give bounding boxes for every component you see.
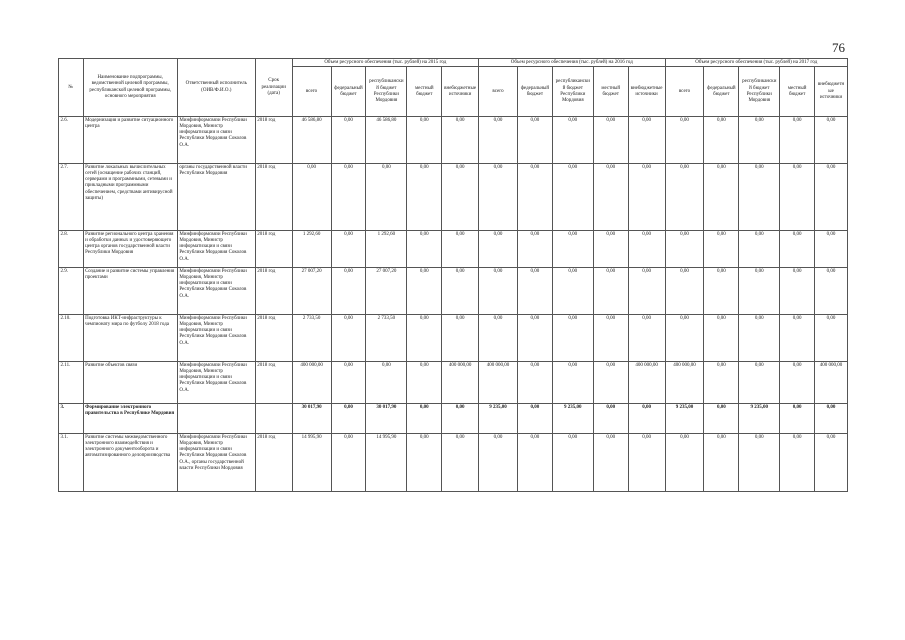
row-value: 0,00: [704, 268, 739, 315]
row-value: 0,00: [331, 268, 366, 315]
row-value: 0,00: [628, 268, 665, 315]
header-sub-cell: республиканский бюджет Республики Мордовия: [366, 67, 407, 117]
row-term: 2018 год: [255, 117, 292, 164]
row-value: 0,00: [407, 117, 442, 164]
header-sub-cell: внебюджетные источники: [815, 67, 848, 117]
row-value: 0,00: [593, 434, 628, 492]
row-value: 0,00: [407, 315, 442, 362]
row-value: 0,00: [552, 117, 593, 164]
row-value: 27 007,20: [366, 268, 407, 315]
header-sub-cell: федеральный бюджет: [331, 67, 366, 117]
row-value: 0,00: [552, 315, 593, 362]
table-row: [59, 117, 848, 164]
row-value: 0,00: [665, 315, 704, 362]
row-value: 0,00: [552, 434, 593, 492]
row-executor: Минфинформсвязи Республики Мордовия, Министр информатизации и связи Республики Мордовия Соколов О.А., органы государственной власти Республики Мордовия: [177, 434, 255, 492]
row-value: 400 000,00: [442, 362, 479, 404]
row-value: 0,00: [593, 117, 628, 164]
row-value: 46 586,80: [292, 117, 331, 164]
header-sub-cell: федеральный бюджет: [517, 67, 552, 117]
row-name: Модернизация и развитие ситуационного центра: [83, 117, 177, 164]
row-name: Создание и развитие системы управления проектами: [83, 268, 177, 315]
row-value: 0,00: [552, 362, 593, 404]
row-value: 30 017,90: [292, 404, 331, 434]
row-value: 0,00: [815, 404, 848, 434]
row-value: 0,00: [331, 164, 366, 231]
row-value: 400 000,00: [479, 362, 518, 404]
row-value: 0,00: [552, 268, 593, 315]
row-value: 0,00: [442, 434, 479, 492]
page-number: 76: [832, 40, 845, 55]
row-name: Развитие локальных вычислительных сетей (оснащение рабочих станций, серверами и программными, сетевыми и прикладными программными обеспечением, средствами антивирусной защиты): [83, 164, 177, 231]
row-num: 2.10.: [59, 315, 84, 362]
header-sub-cell: всего: [479, 67, 518, 117]
row-value: 0,00: [407, 164, 442, 231]
row-term: 2018 год: [255, 268, 292, 315]
row-num: 3.1.: [59, 434, 84, 492]
row-name: Развитие регионального центра хранения и обработки данных и удостоверяющего центра органов государственной власти Республики Мордовия: [83, 231, 177, 268]
row-value: 0,00: [407, 434, 442, 492]
row-value: 0,00: [479, 117, 518, 164]
row-value: 0,00: [366, 362, 407, 404]
row-term: [255, 404, 292, 434]
row-value: 0,00: [593, 268, 628, 315]
row-value: 0,00: [815, 315, 848, 362]
row-value: 0,00: [442, 268, 479, 315]
row-value: 0,00: [739, 362, 780, 404]
row-executor: [177, 404, 255, 434]
row-value: 0,00: [780, 362, 815, 404]
header-term: Срок реализации (дата): [255, 59, 292, 117]
row-value: 0,00: [815, 268, 848, 315]
row-value: 400 000,00: [815, 362, 848, 404]
row-value: 0,00: [815, 164, 848, 231]
row-value: 0,00: [739, 315, 780, 362]
row-value: 0,00: [517, 268, 552, 315]
header-sub-cell: местный бюджет: [593, 67, 628, 117]
header-sub-cell: федеральный бюджет: [704, 67, 739, 117]
row-value: 0,00: [739, 164, 780, 231]
row-value: 0,00: [628, 231, 665, 268]
row-value: 0,00: [331, 404, 366, 434]
row-name: Развитие объектов связи: [83, 362, 177, 404]
row-value: 1 292,60: [366, 231, 407, 268]
row-name: Развитие системы межведомственного электронного взаимодействия и электронного документооборота и автоматизированного делопроизводства: [83, 434, 177, 492]
row-value: 0,00: [517, 231, 552, 268]
row-num: 3.: [59, 404, 84, 434]
row-value: 0,00: [628, 404, 665, 434]
row-executor: Минфинформсвязи Республики Мордовия, Министр информатизации и связи Республики Мордовия Соколов О.А.: [177, 231, 255, 268]
row-value: 0,00: [407, 404, 442, 434]
row-value: 0,00: [780, 404, 815, 434]
row-term: 2018 год: [255, 434, 292, 492]
table-row: [59, 315, 848, 362]
row-value: 46 586,80: [366, 117, 407, 164]
row-value: 0,00: [366, 164, 407, 231]
row-value: 9 235,00: [552, 404, 593, 434]
row-value: 1 292,60: [292, 231, 331, 268]
row-num: 2.7.: [59, 164, 84, 231]
row-value: 0,00: [517, 315, 552, 362]
row-value: 0,00: [780, 164, 815, 231]
header-sub-cell: республиканский бюджет Республики Мордовия: [739, 67, 780, 117]
row-value: 0,00: [628, 315, 665, 362]
row-value: 0,00: [815, 117, 848, 164]
row-value: 0,00: [479, 268, 518, 315]
header-group-2017: Объем ресурсного обеспечения (тыс. рублей) на 2017 год: [665, 59, 848, 67]
row-value: 0,00: [593, 362, 628, 404]
row-name: Подготовка ИКТ-инфраструктуры к чемпионату мира по футболу 2018 года: [83, 315, 177, 362]
row-value: 0,00: [517, 164, 552, 231]
header-executor: Ответственный исполнитель (ОИВ/Ф.И.О.): [177, 59, 255, 117]
row-value: 400 000,00: [292, 362, 331, 404]
row-value: 0,00: [517, 362, 552, 404]
row-value: 0,00: [331, 434, 366, 492]
row-executor: Минфинформсвязи Республики Мордовия, Министр информатизации и связи Республики Мордовия Соколов О.А.: [177, 315, 255, 362]
row-value: 0,00: [442, 117, 479, 164]
row-num: 2.9.: [59, 268, 84, 315]
row-value: 9 235,00: [479, 404, 518, 434]
row-value: 0,00: [704, 164, 739, 231]
row-value: 0,00: [815, 231, 848, 268]
row-value: 0,00: [442, 164, 479, 231]
row-value: 0,00: [331, 362, 366, 404]
row-executor: Минфинформсвязи Республики Мордовия, Министр информатизации и связи Республики Мордовия Соколов О.А.: [177, 268, 255, 315]
row-value: 0,00: [628, 164, 665, 231]
row-executor: органы государственной власти Республики Мордовия: [177, 164, 255, 231]
row-term: 2018 год: [255, 315, 292, 362]
table-row: [59, 164, 848, 231]
table-row: [59, 404, 848, 434]
row-value: 0,00: [331, 315, 366, 362]
row-executor: Минфинформсвязи Республики Мордовия, Министр информатизации и связи Республики Мордовия Соколов О.А.: [177, 362, 255, 404]
row-value: 0,00: [331, 231, 366, 268]
row-value: 0,00: [739, 268, 780, 315]
row-value: 0,00: [739, 117, 780, 164]
row-value: 0,00: [292, 164, 331, 231]
table-row: [59, 231, 848, 268]
row-value: 0,00: [704, 362, 739, 404]
row-value: 2 733,50: [366, 315, 407, 362]
row-value: 0,00: [479, 434, 518, 492]
row-value: 14 995,90: [366, 434, 407, 492]
row-value: 27 007,20: [292, 268, 331, 315]
row-value: 0,00: [739, 231, 780, 268]
row-value: 0,00: [665, 231, 704, 268]
row-value: 0,00: [442, 315, 479, 362]
row-value: 0,00: [442, 231, 479, 268]
table-body: [59, 117, 848, 492]
row-value: 0,00: [331, 117, 366, 164]
row-value: 0,00: [593, 404, 628, 434]
row-value: 400 000,00: [628, 362, 665, 404]
header-sub-cell: местный бюджет: [407, 67, 442, 117]
row-value: 0,00: [704, 434, 739, 492]
header-sub-cell: всего: [665, 67, 704, 117]
row-value: 0,00: [665, 434, 704, 492]
row-value: 0,00: [780, 117, 815, 164]
header-group-2015: Объем ресурсного обеспечения (тыс. рублей) на 2015 год: [292, 59, 478, 67]
header-sub-cell: местный бюджет: [780, 67, 815, 117]
row-value: 0,00: [780, 315, 815, 362]
row-value: 0,00: [815, 434, 848, 492]
header-sub-cell: внебюджетные источники: [628, 67, 665, 117]
row-value: 0,00: [407, 362, 442, 404]
table-row: [59, 268, 848, 315]
row-value: 0,00: [479, 315, 518, 362]
row-value: 0,00: [665, 117, 704, 164]
row-value: 0,00: [479, 164, 518, 231]
row-value: 0,00: [593, 164, 628, 231]
header-sub-cell: всего: [292, 67, 331, 117]
row-value: 0,00: [552, 164, 593, 231]
row-value: 0,00: [407, 231, 442, 268]
row-value: 0,00: [593, 231, 628, 268]
header-group-2016: Объем ресурсного обеспечения (тыс. рублей) на 2016 год: [479, 59, 665, 67]
resource-table: [58, 58, 848, 492]
row-value: 0,00: [704, 231, 739, 268]
row-value: 0,00: [593, 315, 628, 362]
header-num: №: [59, 59, 84, 117]
row-value: 0,00: [665, 164, 704, 231]
row-value: 0,00: [780, 268, 815, 315]
row-name: Формирование электронного правительства в Республике Мордовия: [83, 404, 177, 434]
header-sub-cell: внебюджетные источники: [442, 67, 479, 117]
row-value: 0,00: [704, 117, 739, 164]
row-value: 0,00: [552, 231, 593, 268]
header-row-top: [59, 59, 848, 67]
row-executor: Минфинформсвязи Республики Мордовия, Министр информатизации и связи Республики Мордовия Соколов О.А.: [177, 117, 255, 164]
row-value: 2 733,50: [292, 315, 331, 362]
row-value: 0,00: [704, 404, 739, 434]
row-term: 2018 год: [255, 164, 292, 231]
row-value: 0,00: [442, 404, 479, 434]
row-value: 0,00: [628, 434, 665, 492]
row-value: 0,00: [479, 231, 518, 268]
row-term: 2018 год: [255, 362, 292, 404]
row-value: 400 000,00: [665, 362, 704, 404]
row-value: 0,00: [704, 315, 739, 362]
row-value: 0,00: [780, 434, 815, 492]
row-value: 0,00: [665, 268, 704, 315]
row-value: 9 235,00: [665, 404, 704, 434]
row-value: 0,00: [780, 231, 815, 268]
header-name: Наименование подпрограммы, ведомственной целевой программы, республиканской целевой программы, основного мероприятия: [83, 59, 177, 117]
row-term: 2018 год: [255, 231, 292, 268]
header-sub-cell: республиканский бюджет Республики Мордовия: [552, 67, 593, 117]
row-value: 30 017,90: [366, 404, 407, 434]
row-num: 2.6.: [59, 117, 84, 164]
row-value: 14 995,90: [292, 434, 331, 492]
row-num: 2.8.: [59, 231, 84, 268]
table-row: [59, 362, 848, 404]
row-value: 0,00: [407, 268, 442, 315]
row-value: 9 235,00: [739, 404, 780, 434]
row-num: 2.11.: [59, 362, 84, 404]
row-value: 0,00: [517, 434, 552, 492]
row-value: 0,00: [517, 117, 552, 164]
row-value: 0,00: [739, 434, 780, 492]
row-value: 0,00: [517, 404, 552, 434]
table-row: [59, 434, 848, 492]
row-value: 0,00: [628, 117, 665, 164]
